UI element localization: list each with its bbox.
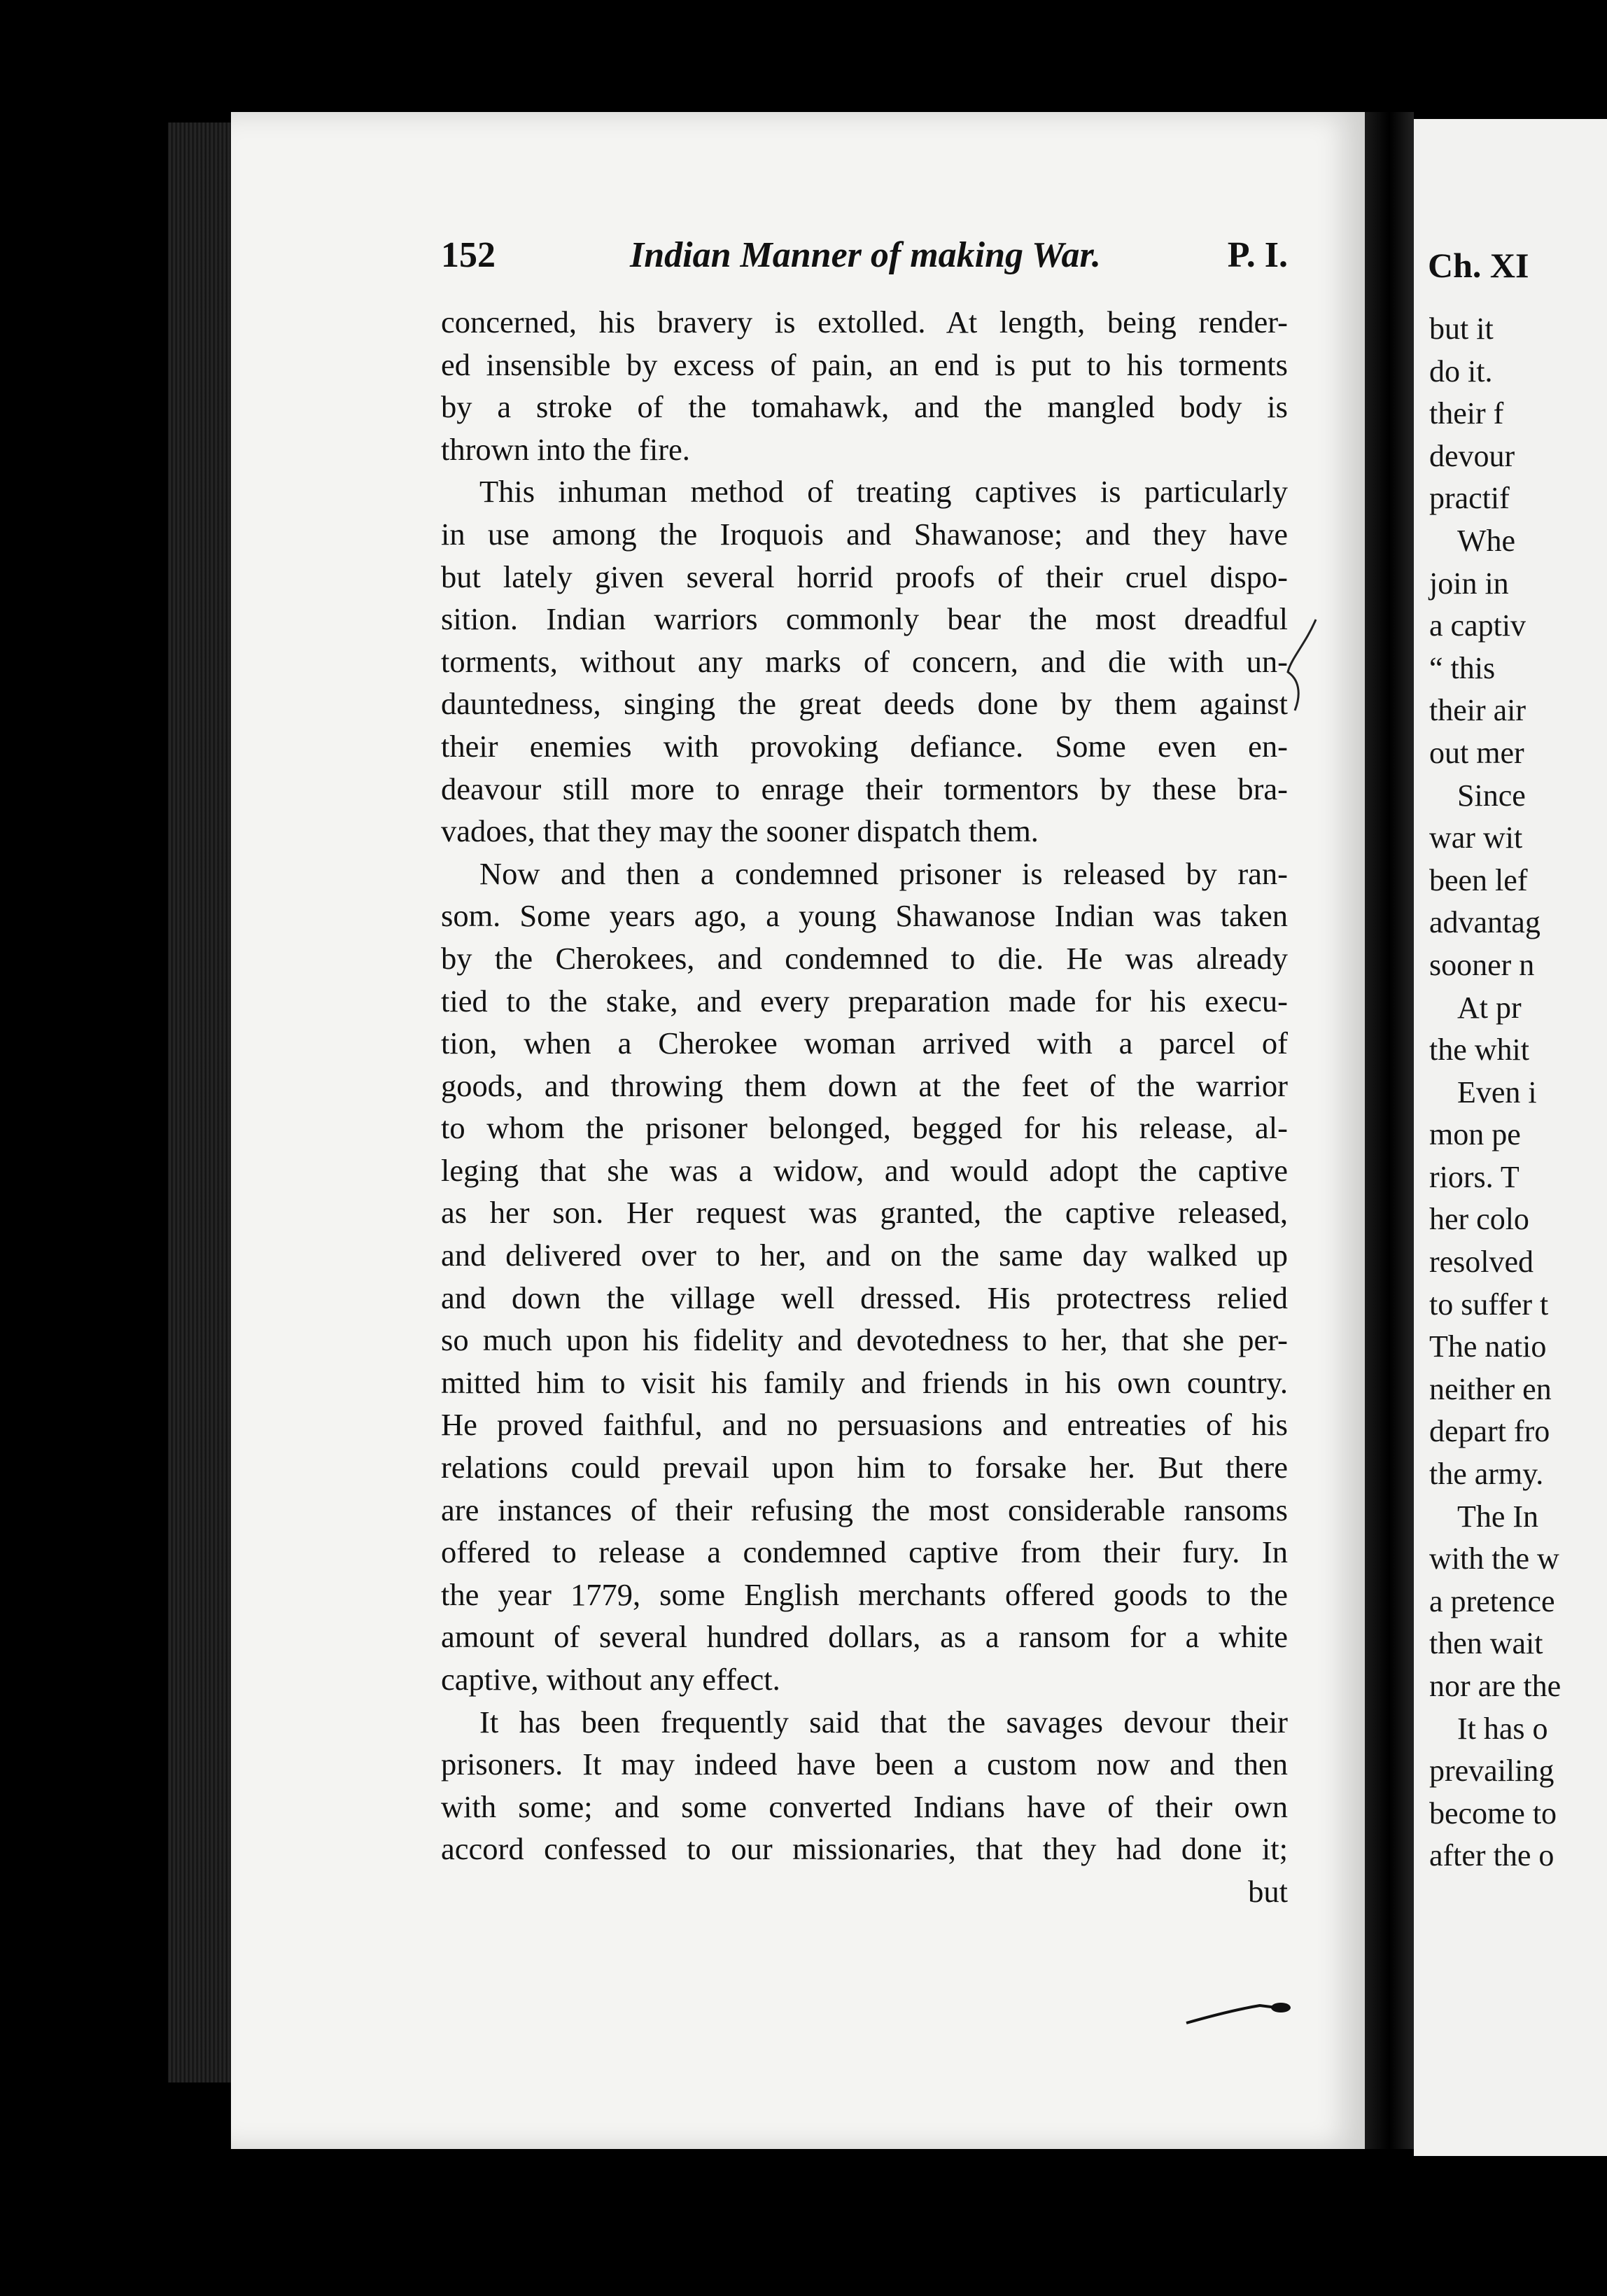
text-line: the whit: [1429, 1032, 1529, 1068]
text-line: a captiv: [1429, 608, 1527, 643]
text-line: the year 1779, some English merchants offered goods to the: [441, 1576, 1288, 1612]
text-line: mon pe: [1429, 1117, 1521, 1152]
text-line: join in: [1429, 566, 1509, 601]
text-line: and delivered over to her, and on the same day walked up: [441, 1238, 1288, 1273]
right-page-header: Ch. XI: [1428, 246, 1529, 285]
text-line: torments, without any marks of concern, and die with un-: [441, 643, 1288, 679]
text-line: Now and then a condemned prisoner is released by ran-: [479, 855, 1288, 891]
text-line: The In: [1457, 1499, 1539, 1534]
text-line: vadoes, that they may the sooner dispatch them.: [441, 813, 1039, 849]
pen-stroke-mark: [1183, 1988, 1295, 2030]
text-line: out mer: [1429, 735, 1524, 770]
text-line: a pretence: [1429, 1583, 1555, 1618]
text-line: thrown into the fire.: [441, 431, 690, 467]
text-line: relations could prevail upon him to forsake her. But there: [441, 1450, 1288, 1485]
text-line: their enemies with provoking defiance. Some even en-: [441, 728, 1288, 764]
text-line: “ this: [1429, 650, 1496, 685]
part-label: P. I.: [1227, 235, 1288, 275]
text-line: by the Cherokees, and condemned to die. He was already: [441, 940, 1288, 976]
text-line: accord confessed to our missionaries, that they had done it;: [441, 1831, 1288, 1867]
text-line: devour: [1429, 438, 1515, 473]
text-line: and down the village well dressed. His protectress relied: [441, 1280, 1288, 1315]
text-line: with some; and some converted Indians have of their own: [441, 1788, 1288, 1824]
margin-pencil-mark: [1284, 616, 1326, 714]
text-line: At pr: [1457, 990, 1522, 1025]
text-line: prisoners. It may indeed have been a custom now and then: [441, 1746, 1288, 1782]
book-edge: [168, 122, 238, 2082]
text-line: tied to the stake, and every preparation made for his execu-: [441, 983, 1288, 1018]
text-line: practif: [1429, 481, 1510, 516]
text-line: This inhuman method of treating captives is particularly: [479, 474, 1288, 510]
catchword: but: [1248, 1873, 1288, 1909]
text-line: goods, and throwing them down at the feet of the warrior: [441, 1068, 1288, 1103]
text-line: resolved: [1429, 1245, 1534, 1280]
text-line: nor are the: [1429, 1669, 1562, 1703]
book-gutter: [1365, 112, 1414, 2149]
text-line: are instances of their refusing the most considerable ransoms: [441, 1492, 1288, 1527]
text-line: mitted him to visit his family and friends in his own country.: [441, 1364, 1288, 1400]
text-line: som. Some years ago, a young Shawanose Indian was taken: [441, 898, 1288, 934]
text-line: neither en: [1429, 1371, 1552, 1406]
text-line: to whom the prisoner belonged, begged for his release, al-: [441, 1110, 1288, 1146]
text-line: do it.: [1429, 354, 1493, 388]
text-line: offered to release a condemned captive from their fury. In: [441, 1534, 1288, 1570]
text-line: but it: [1429, 312, 1494, 346]
text-line: sition. Indian warriors commonly bear the most dreadful: [441, 601, 1288, 637]
text-line: so much upon his fidelity and devotedness to her, that she per-: [441, 1322, 1288, 1358]
right-page-text: [1429, 308, 1561, 1877]
text-line: It has o: [1457, 1711, 1548, 1746]
text-line: He proved faithful, and no persuasions and entreaties of his: [441, 1407, 1288, 1443]
left-page: [231, 112, 1365, 2149]
page-body-text: [441, 301, 1288, 1913]
text-line: their f: [1429, 396, 1504, 431]
text-line: advantag: [1429, 905, 1541, 940]
text-line: become to: [1429, 1795, 1557, 1830]
text-line: concerned, his bravery is extolled. At length, being render-: [441, 304, 1288, 340]
text-line: sooner n: [1429, 947, 1535, 982]
text-line: tion, when a Cherokee woman arrived with a parcel of: [441, 1026, 1288, 1061]
text-line: dauntedness, singing the great deeds done by them against: [441, 686, 1288, 722]
text-line: Since: [1457, 778, 1526, 813]
text-line: It has been frequently said that the savages devour their: [479, 1704, 1288, 1740]
text-line: The natio: [1429, 1329, 1547, 1364]
text-line: prevailing: [1429, 1754, 1555, 1788]
text-line: to suffer t: [1429, 1287, 1549, 1322]
text-line: amount of several hundred dollars, as a ransom for a white: [441, 1619, 1288, 1655]
right-page: [1414, 119, 1607, 2156]
running-title: Indian Manner of making War.: [630, 235, 1101, 275]
text-line: in use among the Iroquois and Shawanose; and they have: [441, 516, 1288, 552]
running-header: [441, 234, 1288, 290]
text-line: captive, without any effect.: [441, 1662, 780, 1697]
page-number: 152: [441, 235, 496, 275]
text-line: been lef: [1429, 862, 1528, 897]
text-line: the army.: [1429, 1457, 1544, 1492]
text-line: Whe: [1457, 523, 1516, 558]
text-line: war wit: [1429, 820, 1523, 855]
text-line: their air: [1429, 693, 1527, 728]
text-line: then wait: [1429, 1626, 1543, 1661]
text-line: but lately given several horrid proofs of their cruel dispo-: [441, 559, 1288, 594]
text-line: with the w: [1429, 1541, 1559, 1576]
text-line: riors. T: [1429, 1159, 1520, 1194]
text-line: ed insensible by excess of pain, an end is put to his torments: [441, 346, 1288, 382]
text-line: depart fro: [1429, 1414, 1550, 1449]
text-line: by a stroke of the tomahawk, and the mangled body is: [441, 389, 1288, 425]
text-line: deavour still more to enrage their tormentors by these bra-: [441, 771, 1288, 806]
text-line: as her son. Her request was granted, the captive released,: [441, 1195, 1288, 1231]
text-line: after the o: [1429, 1838, 1555, 1873]
text-line: Even i: [1457, 1074, 1537, 1110]
text-line: her colo: [1429, 1202, 1529, 1237]
text-line: leging that she was a widow, and would adopt the captive: [441, 1152, 1288, 1188]
